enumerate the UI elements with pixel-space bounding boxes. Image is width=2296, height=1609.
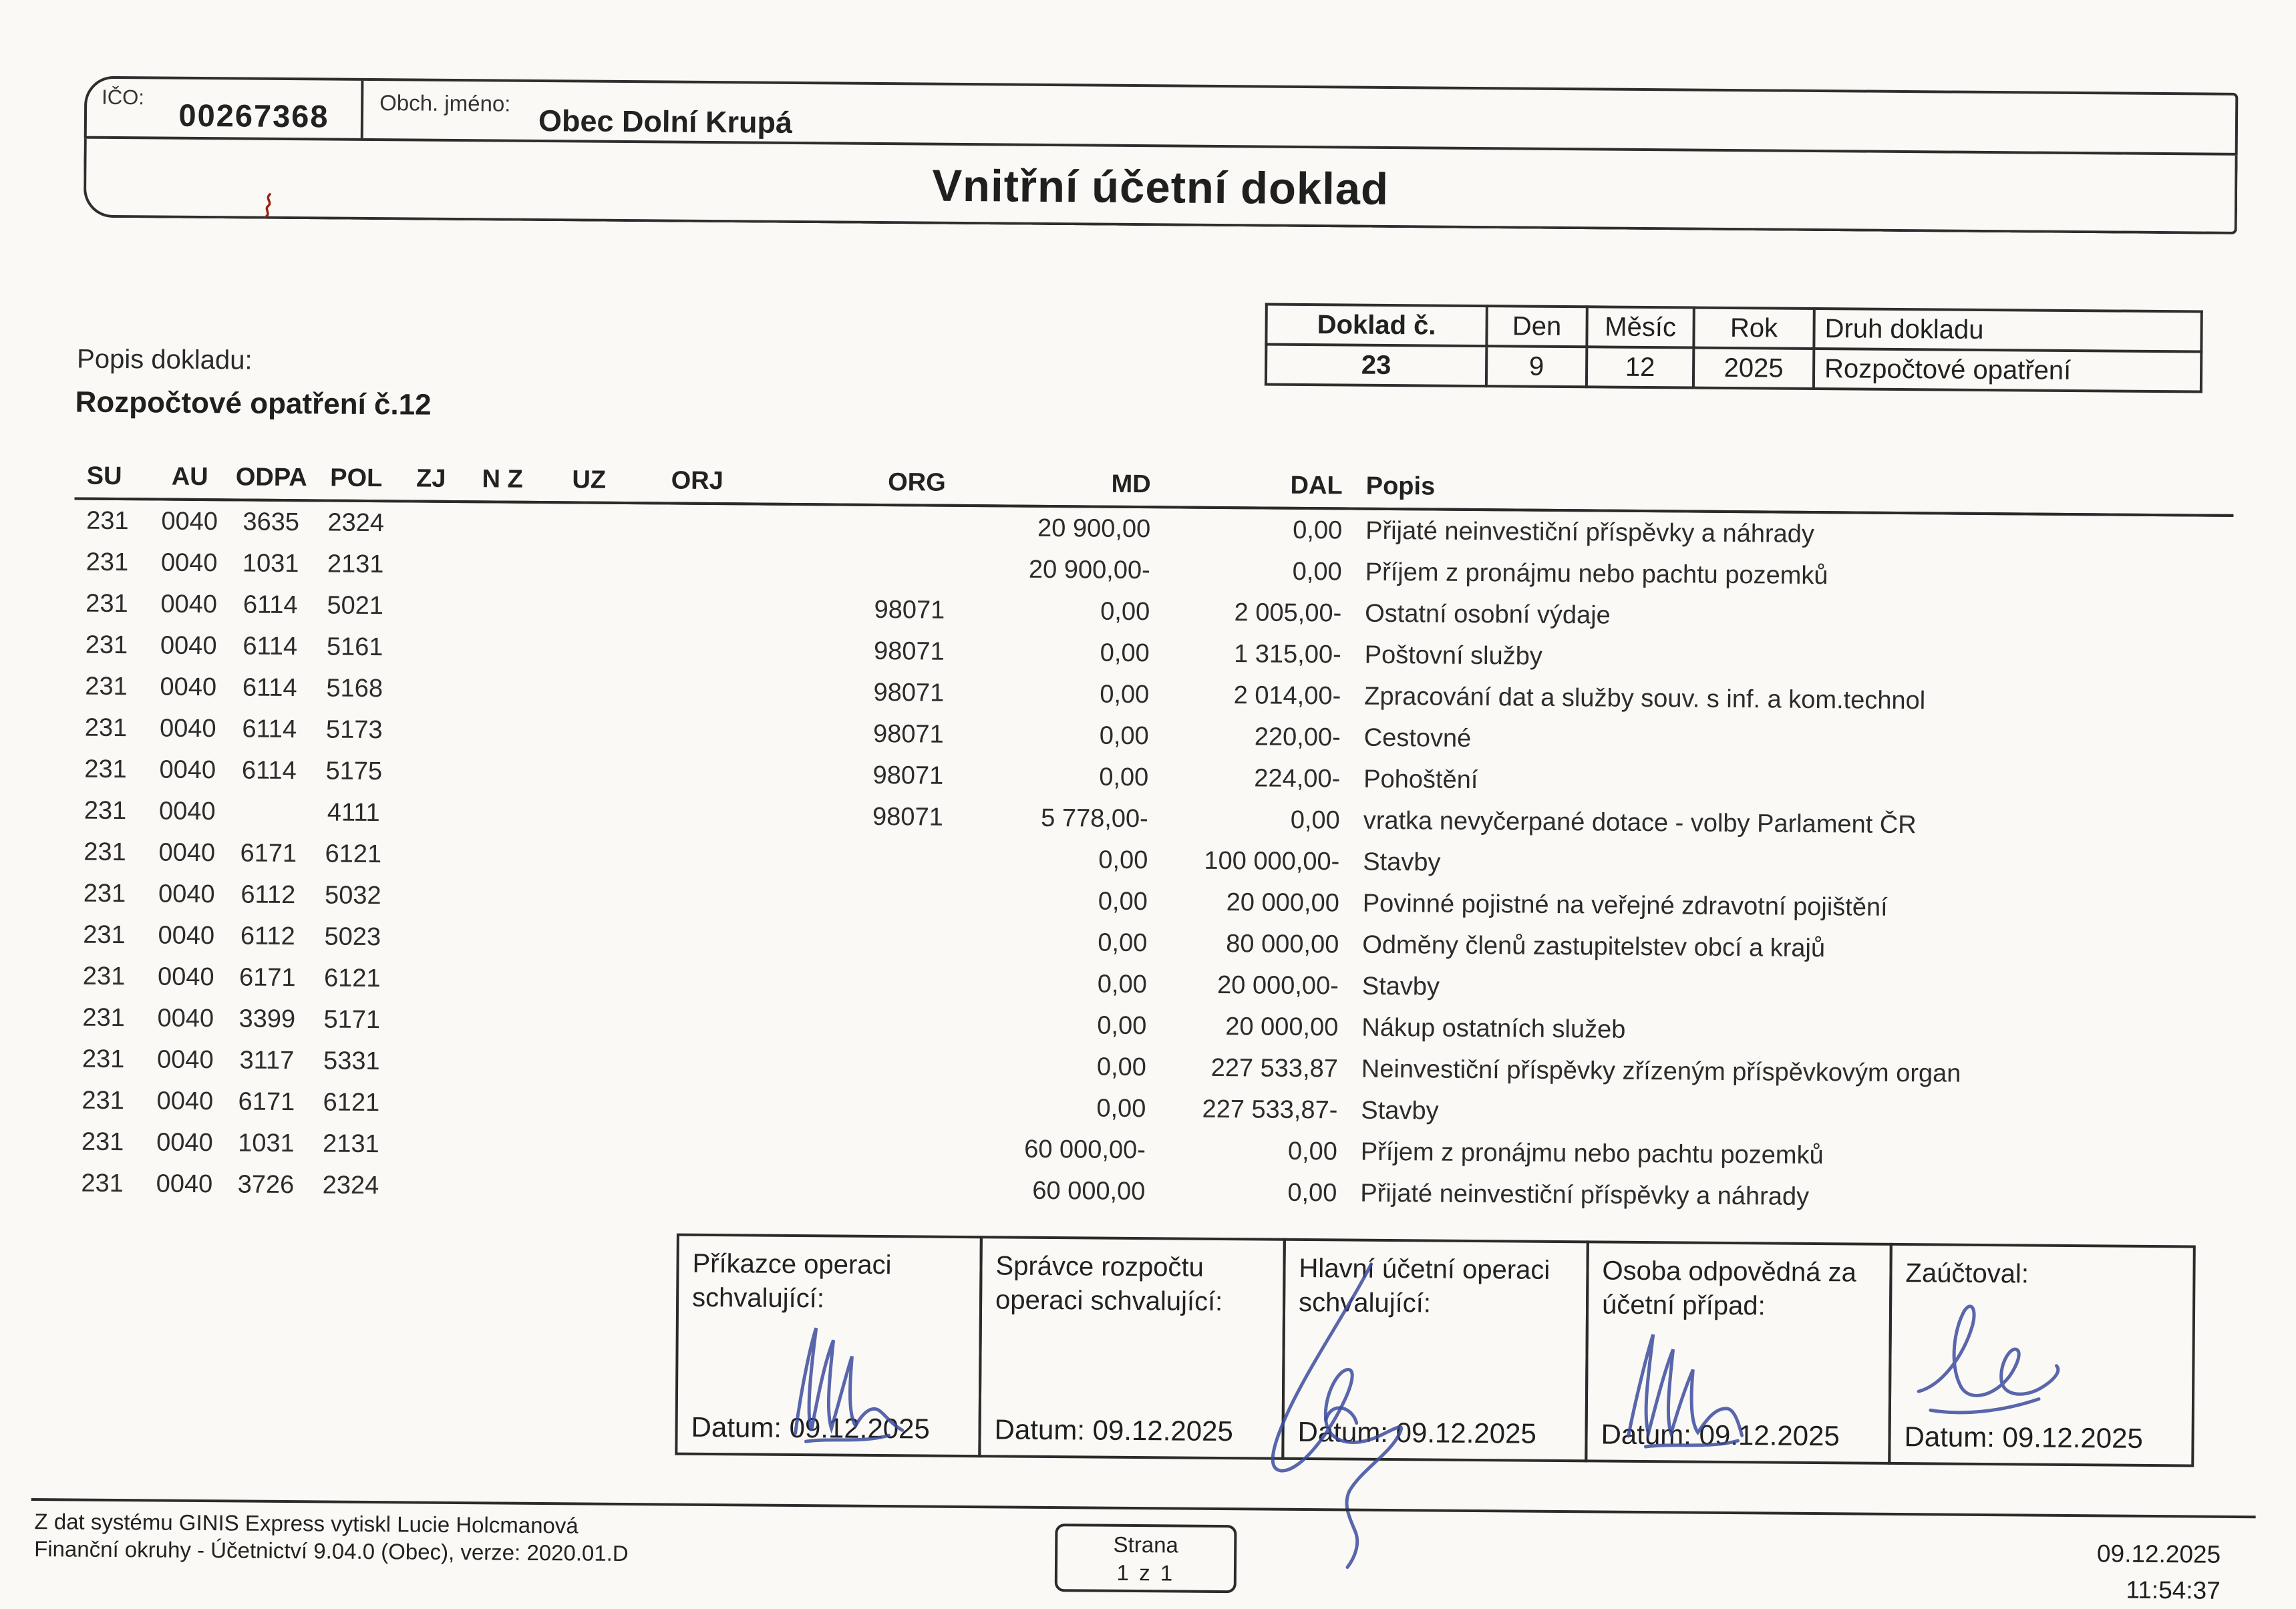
ledger-cell-su: 231 [81, 1086, 125, 1115]
ledger-cell-uz [541, 545, 636, 587]
ledger-cell-org: 98071 [874, 595, 945, 624]
ledger-cell-pol: 5173 [325, 715, 383, 744]
ledger-cell-odpa: 1031 [242, 548, 299, 578]
ledger-cell-su: 231 [84, 755, 127, 783]
page-number-box [1055, 1524, 1237, 1593]
ledger-cell-popis: Stavby [1361, 1096, 1439, 1125]
ledger-cell-uz [538, 918, 633, 960]
ledger-cell-dal: 220,00- [1254, 722, 1341, 751]
ledger-cell-odpa: 1031 [237, 1128, 295, 1157]
ledger-cell-au: 0040 [160, 631, 217, 660]
ledger-cell-org: 98071 [873, 678, 945, 707]
ledger-cell-orj [633, 877, 755, 919]
ledger-cell-uz [538, 959, 633, 1001]
ledger-cell-org: 98071 [872, 761, 944, 790]
ledger-cell-popis: Poštovní služby [1364, 641, 1543, 671]
description-value: Rozpočtové opatření č.12 [75, 385, 432, 421]
ledger-cell-popis: Stavby [1361, 972, 1440, 1001]
ledger-cell-odpa: 6171 [238, 1087, 295, 1116]
ledger-cell-orj [633, 918, 754, 960]
ledger-body [69, 499, 2233, 1221]
ledger-cell-popis: Cestovné [1363, 723, 1472, 753]
business-name-value: Obec Dolní Krupá [538, 103, 793, 140]
month-header: Měsíc [1587, 307, 1693, 347]
print-datetime [2096, 1536, 2221, 1608]
title-band [84, 139, 2238, 234]
ledger-cell-org [754, 1044, 945, 1087]
ledger-cell-zj [393, 1165, 458, 1207]
ledger-cell-zj [396, 751, 461, 793]
ledger-cell-orj [636, 503, 758, 546]
ledger-cell-uz [541, 502, 636, 546]
ledger-cell-popis: Přijaté neinvestiční příspěvky a náhrady [1360, 1179, 1810, 1211]
ledger-cell-nz [463, 502, 541, 545]
ledger-cell-odpa: 6114 [242, 673, 297, 702]
ledger-cell-popis: Zpracování dat a služby souv. s inf. a kom.technol [1364, 682, 1926, 715]
col-header-su: SU [75, 452, 152, 500]
col-header-nz: N Z [463, 454, 542, 502]
ledger-cell-orj [631, 1125, 753, 1168]
ledger-cell-dal: 0,00 [1290, 806, 1340, 834]
col-header-dal: DAL [1151, 460, 1343, 508]
ledger-cell-orj [635, 546, 757, 588]
ledger-cell-uz [536, 1166, 631, 1208]
signature-box-date: Datum: 09.12.2025 [1601, 1418, 1840, 1452]
doc-type-header: Druh dokladu [1814, 309, 2201, 352]
signature-box-label: Zaúčtoval: [1905, 1258, 2029, 1289]
ledger-cell-orj [635, 670, 756, 712]
col-header-md: MD [949, 458, 1152, 507]
ledger-cell-popis: Příjem z pronájmu nebo pachtu pozemků [1360, 1137, 1824, 1170]
ledger-cell-orj [632, 1001, 754, 1043]
signature-box-spravce [978, 1236, 1286, 1460]
ledger-cell-odpa: 3117 [239, 1045, 295, 1075]
ledger-cell-org [758, 504, 949, 548]
ledger-cell-au: 0040 [157, 962, 214, 991]
ledger-cell-dal: 0,00 [1287, 1137, 1338, 1166]
ledger-cell-su: 231 [84, 796, 127, 825]
ledger-cell-au: 0040 [158, 797, 216, 826]
ledger-cell-pol: 5161 [326, 632, 383, 661]
ledger-cell-zj [397, 585, 462, 627]
ledger-cell-md: 0,00 [1100, 680, 1150, 709]
ledger-table [69, 452, 2234, 1221]
ledger-cell-su: 231 [83, 879, 126, 908]
ledger-cell-zj [395, 875, 460, 917]
page-number-label: Strana [1113, 1532, 1179, 1558]
ledger-cell-org [757, 547, 949, 590]
ledger-cell-uz [540, 669, 635, 711]
ledger-cell-odpa: 6171 [240, 838, 297, 868]
ledger-cell-au: 0040 [159, 714, 216, 743]
ledger-cell-pol: 5168 [326, 673, 383, 703]
ledger-cell-nz [462, 586, 540, 628]
ledger-cell-popis: Povinné pojistné na veřejné zdravotní pojištění [1362, 889, 1888, 922]
print-date: 09.12.2025 [2096, 1540, 2221, 1568]
ledger-cell-dal: 20 000,00 [1225, 1012, 1339, 1041]
ledger-cell-au: 0040 [156, 1045, 214, 1074]
ledger-cell-odpa: 6112 [240, 880, 296, 909]
ledger-cell-au: 0040 [158, 921, 215, 950]
ledger-cell-zj [397, 709, 462, 751]
ledger-cell-au: 0040 [160, 673, 217, 701]
ledger-cell-md: 0,00 [1099, 721, 1149, 750]
day-value: 9 [1486, 346, 1587, 387]
ledger-cell-dal: 0,00 [1293, 516, 1343, 544]
ledger-cell-pol: 2131 [322, 1129, 379, 1158]
ledger-cell-pol: 5023 [324, 922, 381, 951]
ledger-cell-nz [458, 1124, 536, 1166]
ledger-cell-org [755, 837, 947, 880]
ledger-cell-orj [635, 587, 757, 629]
ledger-cell-au: 0040 [158, 838, 216, 867]
ledger-cell-odpa: 3635 [242, 507, 300, 536]
ledger-cell-au: 0040 [160, 590, 218, 618]
day-header: Den [1486, 306, 1587, 347]
ledger-cell-uz [538, 876, 633, 918]
page-number-value: 1 z 1 [1116, 1560, 1175, 1586]
ledger-cell-zj [395, 834, 460, 876]
ledger-cell-dal: 1 315,00- [1234, 639, 1341, 669]
ledger-cell-dal: 0,00 [1287, 1178, 1337, 1207]
signature-row [675, 1234, 2196, 1467]
ledger-cell-dal: 0,00 [1292, 557, 1342, 586]
ledger-cell-org [752, 1168, 944, 1211]
doc-number-header: Doklad č. [1266, 305, 1486, 347]
ledger-cell-md: 20 900,00- [1028, 555, 1150, 584]
ledger-cell-dal: 100 000,00- [1204, 846, 1340, 876]
signature-box-label: Správce rozpočtu operaci schvalující: [995, 1251, 1223, 1317]
ledger-cell-su: 231 [85, 672, 128, 701]
ledger-cell-su: 231 [81, 1045, 125, 1073]
ico-label: IČO: [102, 85, 145, 110]
col-header-org: ORG [758, 457, 950, 506]
ledger-cell-zj [395, 958, 460, 1000]
ledger-cell-su: 231 [86, 506, 129, 535]
col-header-zj: ZJ [398, 454, 464, 502]
ledger-cell-md: 0,00 [1096, 1053, 1147, 1081]
year-header: Rok [1693, 308, 1814, 349]
print-time: 11:54:37 [2126, 1576, 2221, 1604]
ledger-cell-su: 231 [86, 548, 129, 576]
ledger-cell-pol: 6121 [325, 839, 382, 868]
signature-box-osoba-odpovedna [1585, 1240, 1893, 1465]
ledger-cell-su: 231 [86, 589, 128, 618]
ledger-cell-odpa: 6114 [242, 590, 298, 619]
ledger-cell-au: 0040 [156, 1170, 213, 1198]
ledger-cell-su: 231 [82, 1003, 125, 1032]
ledger-cell-odpa: 6114 [241, 755, 297, 785]
ledger-cell-pol: 2324 [322, 1170, 379, 1200]
ledger-cell-au: 0040 [159, 755, 216, 784]
ledger-cell-su: 231 [84, 713, 128, 742]
ledger-cell-su: 231 [82, 962, 126, 991]
year-value: 2025 [1693, 348, 1814, 389]
ledger-cell-md: 0,00 [1096, 1094, 1146, 1123]
ledger-cell-odpa: 6114 [242, 714, 297, 743]
ledger-cell-md: 0,00 [1098, 887, 1148, 916]
ledger-cell-pol: 5171 [323, 1005, 381, 1034]
ledger-cell-popis: Neinvestiční příspěvky zřízeným příspěvkovým organ [1361, 1055, 1961, 1088]
business-name-label: Obch. jméno: [379, 90, 511, 116]
ledger-cell-odpa: 6114 [242, 631, 298, 661]
ledger-cell-md: 0,00 [1097, 1011, 1147, 1040]
signature-box-date: Datum: 09.12.2025 [691, 1411, 931, 1445]
ledger-cell-au: 0040 [157, 1004, 214, 1033]
ledger-cell-pol: 5331 [323, 1046, 380, 1075]
ledger-cell-popis: Nákup ostatních služeb [1361, 1013, 1626, 1044]
ledger-cell-dal: 227 533,87 [1210, 1053, 1339, 1083]
ico-value: 00267368 [178, 97, 329, 134]
doc-info-value-row [1266, 345, 2201, 392]
ledger-cell-org [754, 961, 946, 1004]
ledger-cell-org [753, 1085, 945, 1128]
ledger-cell-au: 0040 [160, 548, 218, 577]
ledger-cell-au: 0040 [158, 880, 215, 908]
ledger-cell-orj [633, 836, 755, 878]
ledger-cell-uz [537, 1042, 632, 1084]
ledger-cell-zj [393, 1082, 458, 1124]
ledger-cell-su: 231 [84, 838, 126, 866]
ledger-cell-nz [461, 751, 539, 793]
ledger-cell-md: 0,00 [1099, 763, 1149, 791]
ledger-cell-orj [633, 960, 754, 1002]
col-header-au: AU [151, 452, 230, 500]
ledger-cell-nz [458, 1166, 536, 1208]
stray-ink-mark [262, 192, 277, 219]
signature-box-label: Příkazce operaci schvalující: [691, 1248, 892, 1314]
ledger-cell-orj [635, 629, 757, 671]
ledger-cell-md: 20 900,00 [1037, 514, 1151, 543]
ledger-cell-org [753, 1127, 945, 1170]
ledger-cell-nz [460, 958, 538, 1001]
ledger-cell-dal: 80 000,00 [1226, 929, 1339, 958]
doc-type-value: Rozpočtové opatření [1814, 349, 2201, 392]
ledger-cell-pol: 5032 [324, 880, 381, 910]
ledger-cell-uz [540, 586, 635, 629]
ledger-cell-orj [634, 794, 756, 836]
ledger-cell-odpa: 3399 [238, 1004, 296, 1033]
signature-box-date: Datum: 09.12.2025 [1904, 1421, 2143, 1454]
ledger-cell-org: 98071 [872, 802, 943, 832]
ledger-cell-popis: Stavby [1363, 848, 1441, 877]
ledger-cell-org: 98071 [872, 719, 944, 749]
ledger-cell-nz [461, 793, 539, 835]
ledger-cell-uz [537, 1001, 632, 1043]
ledger-cell-zj [398, 544, 463, 586]
ledger-cell-md: 0,00 [1097, 970, 1148, 999]
ledger-cell-md: 5 778,00- [1041, 803, 1148, 833]
ledger-cell-uz [536, 1083, 631, 1125]
ledger-cell-zj [393, 1123, 458, 1166]
ledger-cell-pol: 2131 [327, 549, 384, 578]
signature-box-date: Datum: 09.12.2025 [1297, 1415, 1537, 1449]
signature-box-label: Osoba odpovědná za účetní případ: [1601, 1256, 1856, 1321]
ledger-cell-md: 0,00 [1100, 597, 1150, 626]
ledger-cell-orj [631, 1084, 753, 1126]
header-divider [361, 81, 364, 138]
ledger-cell-odpa: 6171 [238, 962, 296, 992]
ledger-cell-nz [460, 876, 538, 918]
ledger-cell-zj [394, 999, 459, 1041]
ledger-cell-au: 0040 [156, 1128, 213, 1157]
ledger-cell-odpa: 3726 [237, 1170, 295, 1199]
ledger-cell-md: 60 000,00 [1032, 1176, 1146, 1206]
ledger-cell-dal: 20 000,00 [1226, 888, 1339, 917]
ledger-cell-uz [540, 628, 635, 670]
signature-box-label: Hlavní účetní operaci schvalující: [1298, 1253, 1550, 1318]
ledger-cell-zj [396, 792, 461, 834]
ledger-cell-dal: 224,00- [1254, 763, 1341, 793]
ledger-cell-uz [539, 793, 634, 836]
doc-info-header-row [1266, 305, 2201, 352]
ledger-cell-pol: 6121 [323, 1087, 380, 1117]
ledger-cell-odpa: 6112 [240, 921, 295, 950]
ledger-cell-su: 231 [83, 920, 126, 949]
ledger-cell-md: 0,00 [1098, 846, 1148, 874]
month-value: 12 [1587, 347, 1693, 387]
ledger-cell-uz [539, 752, 634, 794]
ledger-cell-nz [459, 1000, 537, 1042]
doc-number-value: 23 [1266, 345, 1486, 387]
signature-box-prikazce [675, 1234, 983, 1458]
ledger-cell-zj [397, 627, 462, 669]
signature-box-date: Datum: 09.12.2025 [994, 1413, 1234, 1447]
ledger-cell-uz [536, 1125, 631, 1167]
ledger-cell-popis: Přijaté neinvestiční příspěvky a náhrady [1365, 516, 1815, 548]
ledger-cell-org: 98071 [873, 637, 945, 666]
col-header-pol: POL [314, 453, 399, 501]
ledger-cell-su: 231 [81, 1169, 124, 1198]
col-header-popis: Popis [1343, 461, 2234, 515]
ledger-cell-uz [540, 711, 635, 753]
ledger-cell-dal: 2 014,00- [1233, 681, 1341, 710]
signature-box-hlavni-ucetni [1281, 1238, 1589, 1463]
ledger-cell-org [754, 920, 946, 962]
ledger-cell-nz [459, 1041, 537, 1083]
ledger-cell-pol: 4111 [327, 797, 380, 827]
ledger-cell-zj [395, 916, 460, 958]
ledger-cell-au: 0040 [156, 1087, 214, 1115]
ledger-cell-org [754, 1003, 945, 1045]
ledger-cell-nz [462, 669, 540, 711]
ledger-cell-popis: vratka nevyčerpané dotace - volby Parlament ČR [1363, 806, 1917, 839]
ledger-cell-pol: 5175 [325, 756, 383, 785]
footer-version-line: Finanční okruhy - Účetnictví 9.04.0 (Obec), verze: 2020.01.D [34, 1536, 629, 1566]
ledger-cell-popis: Odměny členů zastupitelstev obcí a krajů [1362, 930, 1826, 962]
ledger-cell-pol: 5021 [327, 590, 384, 620]
ledger-cell-orj [635, 711, 756, 753]
ledger-cell-zj [398, 501, 463, 544]
ledger-cell-zj [397, 668, 462, 710]
ledger-cell-orj [632, 1043, 754, 1085]
ledger-cell-zj [394, 1041, 459, 1083]
ledger-cell-dal: 20 000,00- [1216, 970, 1339, 1000]
ledger-cell-nz [460, 917, 538, 959]
ledger-cell-dal: 227 533,87- [1202, 1095, 1338, 1124]
ledger-cell-nz [462, 627, 540, 669]
ledger-cell-au: 0040 [161, 507, 218, 536]
footer-system-line: Z dat systému GINIS Express vytiskl Lucie Holcmanová [34, 1509, 579, 1538]
ledger-cell-dal: 2 005,00- [1234, 598, 1342, 627]
ledger-cell-orj [634, 753, 756, 795]
ledger-cell-pol: 2324 [327, 508, 385, 537]
ledger-cell-org [755, 878, 947, 921]
col-header-uz: UZ [541, 455, 637, 503]
col-header-orj: ORJ [636, 456, 758, 504]
ledger-cell-popis: Ostatní osobní výdaje [1365, 599, 1611, 630]
ledger-cell-popis: Příjem z pronájmu nebo pachtu pozemků [1365, 558, 1828, 590]
ledger-cell-orj [631, 1167, 752, 1209]
description-label: Popis dokladu: [76, 344, 253, 375]
ledger-cell-pol: 6121 [323, 963, 381, 993]
ledger-cell-nz [463, 544, 541, 586]
ledger-cell-md: 0,00 [1098, 928, 1148, 957]
ledger-cell-md: 0,00 [1100, 639, 1150, 667]
ledger-cell-popis: Pohoštění [1363, 765, 1478, 794]
ledger-cell-nz [458, 1083, 536, 1125]
col-header-odpa: ODPA [229, 452, 315, 500]
ledger-cell-md: 60 000,00- [1024, 1135, 1146, 1164]
signature-box-zauctoval [1888, 1243, 2196, 1467]
ledger-cell-uz [538, 835, 633, 877]
ledger-cell-su: 231 [81, 1127, 124, 1156]
ledger-cell-odpa [226, 791, 311, 833]
page-title: Vnitřní účetní doklad [932, 160, 1389, 214]
ledger-cell-nz [460, 834, 538, 876]
doc-info-table [1265, 303, 2203, 393]
ledger-cell-su: 231 [85, 631, 128, 659]
ledger-cell-nz [462, 710, 540, 752]
